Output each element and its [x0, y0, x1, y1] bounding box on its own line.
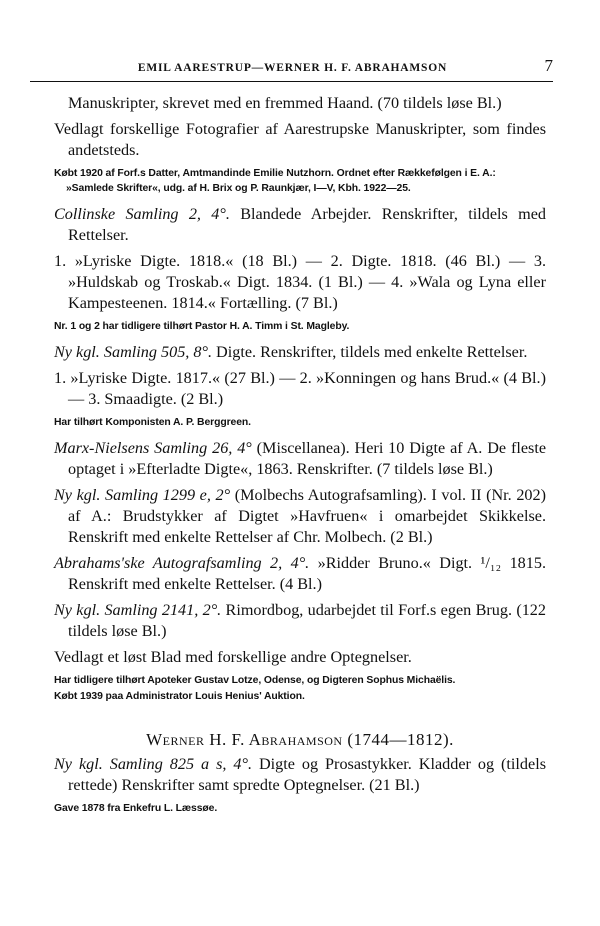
provenance-note: Har tilhørt Komponisten A. P. Berggreen.: [54, 417, 251, 428]
section-heading: Werner H. F. Abrahamson (1744—1812).: [146, 730, 454, 749]
collection-title: Ny kgl. Samling 825 a s, 4°.: [54, 755, 252, 773]
entry-text: 1. »Lyriske Digte. 1817.« (27 Bl.) — 2. »Konningen og hans Brud.« (4 Bl.) — 3. Smaadigte. (2 Bl.): [54, 369, 546, 408]
collection-title: Ny kgl. Samling 2141, 2°.: [54, 601, 222, 619]
page-header: [30, 56, 555, 82]
entry-text: Vedlagt forskellige Fotografier af Aarestrupske Manuskripter, som findes andetsteds.: [54, 120, 546, 159]
entry-description: »Ridder Bruno.« Digt. ¹/₁₂ 1815. Renskrift med enkelte Rettelser. (4 Bl.): [68, 554, 546, 593]
entry-appendix: [54, 119, 546, 161]
running-head: EMIL AARESTRUP—WERNER H. F. ABRAHAMSON: [137, 62, 448, 74]
collection-title: Marx-Nielsens Samling 26, 4°: [54, 439, 252, 457]
entry-description: Blandede Arbejder. Renskrifter, tildels med Rettelser.: [68, 205, 547, 244]
provenance-note: Købt 1920 af Forf.s Datter, Amtmandinde Emilie Nutzhorn. Ordnet efter Rækkefølgen i E. A.: »Samlede Skrifter«, udg. af H. Brix og P. Raunkjær, I—V, Kbh. 1922—25.: [54, 168, 496, 194]
provenance-note: Nr. 1 og 2 har tidligere tilhørt Pastor H. A. Timm i St. Magleby.: [54, 321, 350, 332]
entry-continuation: [54, 93, 546, 114]
collection-title: Collinske Samling 2, 4°.: [54, 205, 230, 223]
catalog-content: [54, 95, 546, 824]
provenance-note: Gave 1878 fra Enkefru L. Læssøe.: [54, 803, 218, 814]
page-number: 7: [544, 56, 553, 75]
catalog-entry: [54, 754, 546, 796]
entry-description: (Molbechs Autografsamling). I vol. II (Nr. 202) af A.: Brudstykker af Digtet »Havfruen« i omarbejdet Skikkelse. Renskrift med enkelte Rettelser af Chr. Molbech. (2 Bl.): [68, 486, 546, 546]
entry-items: [54, 251, 546, 314]
catalog-entry: [54, 553, 546, 595]
catalog-entry: [54, 438, 546, 480]
entry-description: (Miscellanea). Heri 10 Digte af A. De fleste optaget i »Efterladte Digte«, 1863. Renskrifter. (7 tildels løse Bl.): [68, 439, 547, 478]
catalog-entry: [54, 600, 546, 642]
entry-text: Manuskripter, skrevet med en fremmed Haand. (70 tildels løse Bl.): [68, 94, 502, 112]
entry-text: Vedlagt et løst Blad med forskellige andre Optegnelser.: [54, 648, 412, 666]
collection-title: Abrahams'ske Autografsamling 2, 4°.: [54, 554, 310, 572]
entry-description: Rimordbog, udarbejdet til Forf.s egen Brug. (122 tildels løse Bl.): [68, 601, 546, 640]
entry-description: Digte og Prosastykker. Kladder og (tildels rettede) Renskrifter samt spredte Optegnelser. (21 Bl.): [68, 755, 547, 794]
provenance-note: Har tidligere tilhørt Apoteker Gustav Lotze, Odense, og Digteren Sophus Michaëlis.: [54, 675, 456, 686]
collection-title: Ny kgl. Samling 505, 8°.: [54, 343, 212, 361]
entry-appendix: [54, 647, 546, 668]
entry-text: 1. »Lyriske Digte. 1818.« (18 Bl.) — 2. Digte. 1818. (46 Bl.) — 3. »Huldskab og Troskab.« Digt. 1834. (1 Bl.) — 4. »Wala og Lyna eller Kampesteenen. 1814.« Fortælling. (7 Bl.): [54, 252, 546, 312]
provenance-note: Købt 1939 paa Administrator Louis Henius' Auktion.: [54, 691, 305, 702]
header-rule: [30, 81, 553, 82]
catalog-entry: [54, 342, 546, 363]
collection-title: Ny kgl. Samling 1299 e, 2°: [54, 486, 231, 504]
entry-items: [54, 368, 546, 410]
catalog-entry: [54, 485, 546, 548]
catalog-entry: [54, 204, 546, 246]
entry-description: Digte. Renskrifter, tildels med enkelte Rettelser.: [216, 343, 528, 361]
